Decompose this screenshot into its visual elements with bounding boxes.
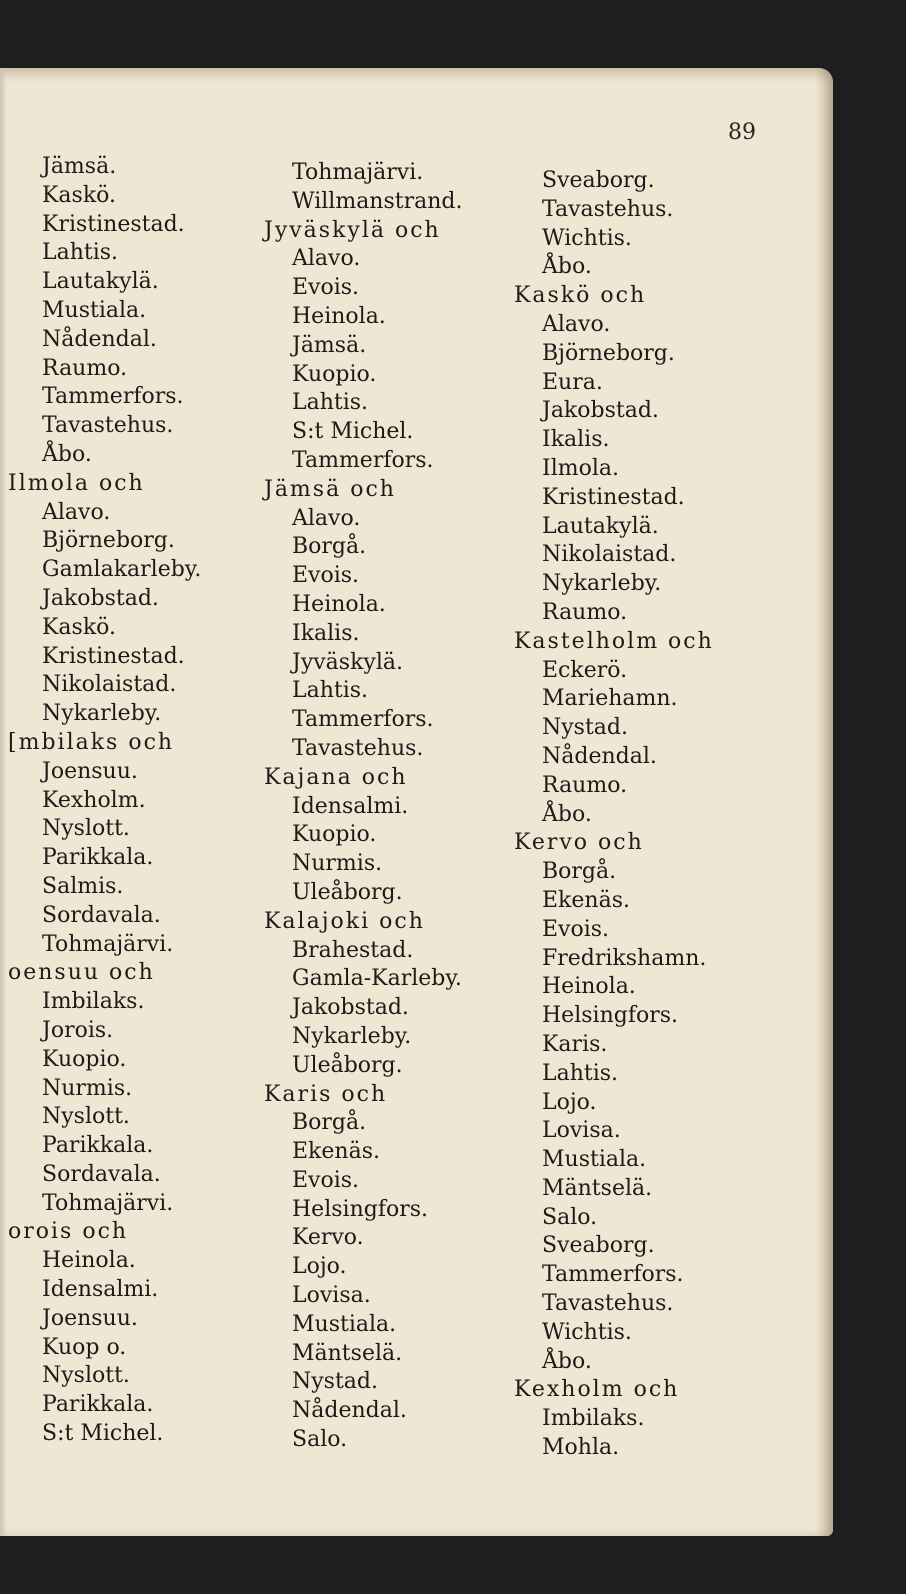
destination-entry: Tavastehus.: [542, 1291, 674, 1317]
destination-entry: Tavastehus.: [42, 413, 174, 439]
destination-entry: Alavo.: [42, 499, 111, 525]
destination-entry: Helsingfors.: [542, 1003, 679, 1029]
destination-entry: Ikalis.: [292, 620, 360, 646]
destination-entry: Kristinestad.: [42, 643, 185, 669]
column-3-list: [484, 167, 714, 1463]
route-heading: Ilmola och: [8, 470, 145, 496]
destination-entry: Mäntselä.: [292, 1340, 403, 1366]
route-heading: orois och: [8, 1219, 129, 1245]
destination-entry: Jyväskylä.: [292, 649, 403, 675]
destination-entry: Björneborg.: [542, 340, 675, 366]
page-gutter: [0, 68, 6, 1536]
destination-entry: Nådendal.: [42, 326, 157, 352]
destination-entry: Raumo.: [542, 599, 628, 625]
destination-entry: Lautakylä.: [542, 513, 659, 539]
column-2-list: [246, 159, 463, 1455]
destination-entry: Kristinestad.: [542, 484, 685, 510]
destination-entry: Mohla.: [542, 1435, 620, 1461]
destination-entry: Alavo.: [292, 246, 361, 272]
destination-entry: Nurmis.: [42, 1075, 133, 1101]
destination-entry: Raumo.: [542, 772, 628, 798]
destination-entry: Tohmajärvi.: [292, 160, 424, 185]
destination-entry: Lahtis.: [542, 1060, 619, 1086]
route-heading: Jyväskylä och: [264, 217, 441, 243]
destination-entry: Lautakylä.: [42, 269, 159, 295]
route-heading: Jämsä och: [264, 476, 396, 502]
destination-entry: Ilmola.: [542, 455, 619, 481]
destination-entry: Parikkala.: [42, 845, 154, 871]
destination-entry: Evois.: [292, 275, 360, 301]
destination-entry: Heinola.: [292, 591, 386, 617]
destination-entry: Mustiala.: [292, 1311, 397, 1337]
destination-entry: Mustiala.: [542, 1147, 647, 1173]
destination-entry: Heinola.: [542, 974, 636, 1000]
destination-entry: Åbo.: [42, 441, 92, 467]
destination-entry: Tammerfors.: [542, 1262, 684, 1288]
route-heading: [mbilaks och: [8, 729, 175, 755]
destination-entry: Sveaborg.: [542, 1233, 655, 1259]
destination-entry: Lahtis.: [42, 240, 119, 266]
destination-entry: Nyslott.: [42, 816, 130, 842]
destination-entry: Joensuu.: [42, 1305, 138, 1331]
destination-entry: Alavo.: [292, 505, 361, 531]
destination-entry: Åbo.: [542, 1348, 592, 1374]
destination-entry: Sordavala.: [42, 902, 161, 928]
destination-entry: Borgå.: [542, 859, 617, 885]
destination-entry: Salo.: [292, 1427, 348, 1453]
destination-entry: Uleåborg.: [292, 879, 403, 905]
destination-entry: Joensuu.: [42, 758, 138, 784]
destination-entry: Nyslott.: [42, 1104, 130, 1130]
destination-entry: Kaskö.: [42, 182, 117, 208]
destination-entry: Björneborg.: [42, 528, 175, 554]
destination-entry: S:t Michel.: [42, 1421, 164, 1447]
destination-entry: Nurmis.: [292, 851, 383, 877]
destination-entry: Nikolaistad.: [42, 672, 177, 698]
route-heading: Kaskö och: [514, 283, 647, 309]
destination-entry: Jorois.: [42, 1017, 114, 1043]
destination-entry: Heinola.: [292, 303, 386, 329]
destination-entry: Kuopio.: [42, 1046, 127, 1072]
destination-entry: Tammerfors.: [42, 384, 184, 410]
destination-entry: Nykarleby.: [542, 571, 662, 597]
destination-entry: Idensalmi.: [292, 793, 409, 819]
destination-entry: Tohmajärvi.: [42, 1190, 174, 1216]
destination-entry: Jakobstad.: [42, 585, 159, 611]
destination-entry: Salo.: [542, 1204, 598, 1230]
destination-entry: Parikkala.: [42, 1133, 154, 1159]
destination-entry: Ikalis.: [542, 427, 610, 453]
destination-entry: Kuopio.: [292, 361, 377, 387]
destination-entry: Jämsä.: [42, 154, 117, 179]
destination-entry: Wichtis.: [542, 225, 632, 251]
destination-entry: Mäntselä.: [542, 1175, 653, 1201]
page-number: 89: [728, 120, 756, 145]
destination-entry: Tammerfors.: [292, 707, 434, 733]
destination-entry: Tammerfors.: [292, 447, 434, 473]
route-heading: Kalajoki och: [264, 908, 425, 934]
destination-entry: Idensalmi.: [42, 1277, 159, 1303]
destination-entry: Lojo.: [292, 1254, 347, 1280]
destination-entry: Lovisa.: [292, 1283, 371, 1309]
destination-entry: Ekenäs.: [542, 887, 630, 913]
destination-entry: Salmis.: [42, 873, 124, 899]
destination-entry: Jakobstad.: [542, 398, 659, 424]
route-heading: Kexholm och: [514, 1377, 680, 1403]
destination-entry: Lojo.: [542, 1089, 597, 1115]
route-heading: Kajana och: [264, 764, 408, 790]
destination-entry: Nådendal.: [542, 743, 657, 769]
destination-entry: Lahtis.: [292, 678, 369, 704]
destination-entry: Kristinestad.: [42, 211, 185, 237]
destination-entry: Kaskö.: [42, 614, 117, 640]
destination-entry: Nystad.: [542, 715, 629, 741]
destination-entry: Kuop o.: [42, 1334, 127, 1360]
destination-entry: Willmanstrand.: [292, 188, 463, 214]
destination-entry: Uleåborg.: [292, 1052, 403, 1078]
destination-entry: Lovisa.: [542, 1118, 621, 1144]
destination-entry: Åbo.: [542, 801, 592, 827]
destination-entry: Nykarleby.: [42, 701, 162, 727]
destination-entry: Eura.: [542, 369, 603, 395]
destination-entry: Nykarleby.: [292, 1023, 412, 1049]
route-heading: Kervo och: [514, 830, 644, 856]
column-1-list: [8, 153, 201, 1449]
route-heading: Karis och: [264, 1081, 388, 1107]
destination-entry: Nyslott.: [42, 1363, 130, 1389]
destination-entry: Kuopio.: [292, 822, 377, 848]
destination-entry: Brahestad.: [292, 937, 414, 963]
destination-entry: Kexholm.: [42, 787, 146, 813]
destination-entry: Alavo.: [542, 311, 611, 337]
destination-entry: Helsingfors.: [292, 1196, 429, 1222]
destination-entry: Åbo.: [542, 254, 592, 280]
destination-entry: S:t Michel.: [292, 419, 414, 445]
destination-entry: Nikolaistad.: [542, 542, 677, 568]
destination-entry: Ekenäs.: [292, 1139, 380, 1165]
destination-entry: Imbilaks.: [542, 1406, 645, 1432]
destination-entry: Sveaborg.: [542, 168, 655, 193]
destination-entry: Jämsä.: [292, 332, 367, 358]
destination-entry: Mariehamn.: [542, 686, 678, 712]
destination-entry: Borgå.: [292, 534, 367, 560]
destination-entry: Nystad.: [292, 1369, 379, 1395]
destination-entry: Eckerö.: [542, 657, 628, 683]
destination-entry: Heinola.: [42, 1248, 136, 1274]
destination-entry: Mustiala.: [42, 297, 147, 323]
destination-entry: Evois.: [292, 1167, 360, 1193]
destination-entry: Raumo.: [42, 355, 128, 381]
destination-entry: Wichtis.: [542, 1319, 632, 1345]
route-heading: oensuu och: [8, 960, 155, 986]
destination-entry: Evois.: [292, 563, 360, 589]
destination-entry: Lahtis.: [292, 390, 369, 416]
destination-entry: Borgå.: [292, 1110, 367, 1136]
destination-entry: Kervo.: [292, 1225, 364, 1251]
destination-entry: Parikkala.: [42, 1392, 154, 1418]
route-heading: Kastelholm och: [514, 628, 714, 654]
destination-entry: Jakobstad.: [292, 995, 409, 1021]
destination-entry: Fredrikshamn.: [542, 945, 707, 971]
destination-entry: Gamla-Karleby.: [292, 966, 462, 992]
destination-entry: Tohmajärvi.: [42, 931, 174, 957]
destination-entry: Sordavala.: [42, 1161, 161, 1187]
destination-entry: Evois.: [542, 916, 610, 942]
destination-entry: Nådendal.: [292, 1398, 407, 1424]
destination-entry: Gamlakarleby.: [42, 557, 202, 583]
destination-entry: Tavastehus.: [292, 735, 424, 761]
destination-entry: Karis.: [542, 1031, 608, 1057]
destination-entry: Imbilaks.: [42, 989, 145, 1015]
destination-entry: Tavastehus.: [542, 196, 674, 222]
